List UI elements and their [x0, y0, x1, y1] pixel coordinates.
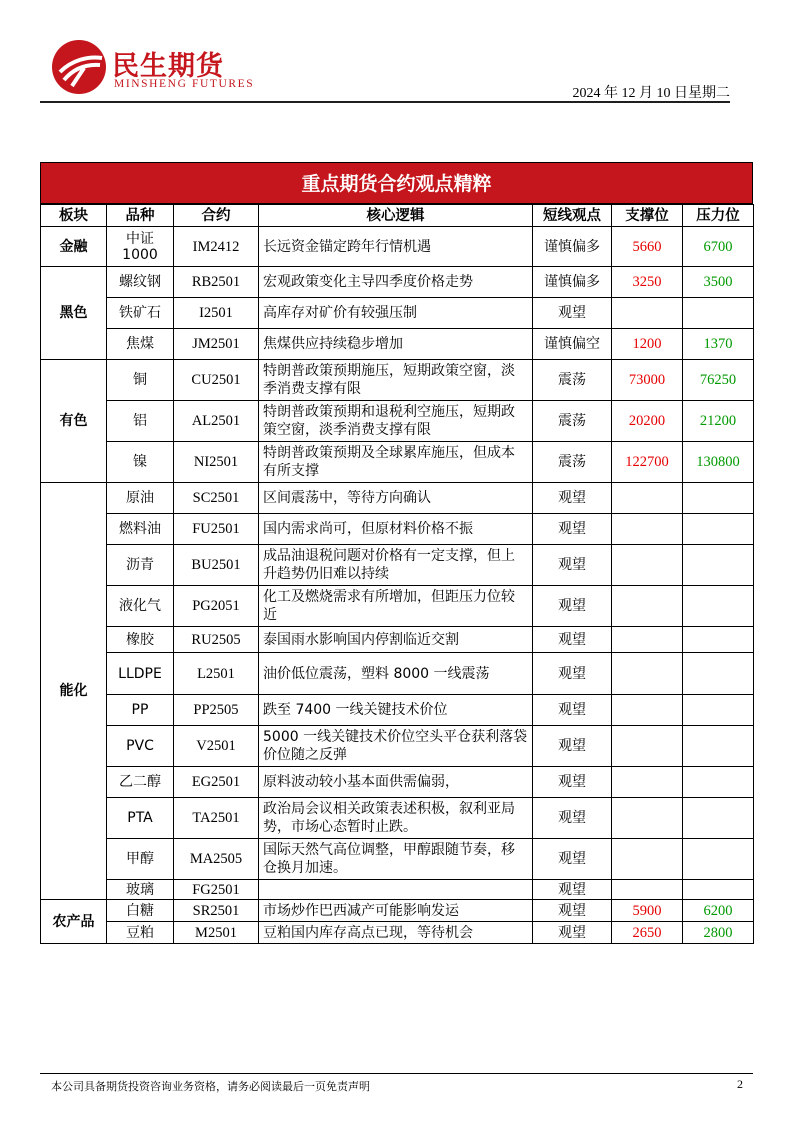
variety-cell: 甲醇 — [107, 839, 174, 880]
variety-cell: PVC — [107, 726, 174, 767]
variety-cell: 镍 — [107, 442, 174, 483]
viewpoint-table — [40, 204, 754, 944]
resistance-cell — [683, 298, 754, 329]
logic-cell: 长远资金锚定跨年行情机遇 — [259, 227, 533, 267]
resistance-cell — [683, 695, 754, 726]
view-cell: 震荡 — [533, 401, 612, 442]
page-header — [40, 36, 730, 102]
logic-cell: 化工及燃烧需求有所增加，但距压力位较近 — [259, 586, 533, 627]
view-cell: 谨慎偏空 — [533, 329, 612, 360]
support-cell — [612, 483, 683, 514]
contract-cell: RU2505 — [174, 627, 259, 653]
resistance-cell — [683, 586, 754, 627]
variety-cell: 中证 1000 — [107, 227, 174, 267]
table-row — [41, 586, 754, 627]
logic-cell: 跌至 7400 一线关键技术价位 — [259, 695, 533, 726]
contract-cell: FU2501 — [174, 514, 259, 545]
brand-name-en: MINSHENG FUTURES — [114, 78, 255, 90]
table-row — [41, 880, 754, 900]
brand-name-cn: 民生期货 — [112, 51, 224, 82]
resistance-cell: 21200 — [683, 401, 754, 442]
sector-cell: 有色 — [41, 360, 107, 483]
variety-cell: 燃料油 — [107, 514, 174, 545]
view-cell: 观望 — [533, 695, 612, 726]
variety-cell: 玻璃 — [107, 880, 174, 900]
contract-cell: PP2505 — [174, 695, 259, 726]
variety-cell: 乙二醇 — [107, 767, 174, 798]
support-cell: 73000 — [612, 360, 683, 401]
contract-cell: BU2501 — [174, 545, 259, 586]
support-cell — [612, 653, 683, 695]
table-row — [41, 514, 754, 545]
resistance-cell — [683, 839, 754, 880]
table-title: 重点期货合约观点精粹 — [40, 162, 753, 204]
support-cell: 20200 — [612, 401, 683, 442]
support-cell: 5660 — [612, 227, 683, 267]
view-cell: 观望 — [533, 586, 612, 627]
footer-divider — [40, 1073, 753, 1074]
logic-cell: 国际天然气高位调整，甲醇跟随节奏，移仓换月加速。 — [259, 839, 533, 880]
table-row — [41, 695, 754, 726]
variety-cell: 螺纹钢 — [107, 267, 174, 298]
logic-cell: 政治局会议相关政策表述积极，叙利亚局势，市场心态暂时止跌。 — [259, 798, 533, 839]
support-cell: 1200 — [612, 329, 683, 360]
logic-cell — [259, 880, 533, 900]
logic-cell: 区间震荡中，等待方向确认 — [259, 483, 533, 514]
contract-cell: SC2501 — [174, 483, 259, 514]
contract-cell: JM2501 — [174, 329, 259, 360]
table-row — [41, 627, 754, 653]
view-cell: 观望 — [533, 798, 612, 839]
table-row — [41, 767, 754, 798]
logic-cell: 特朗普政策预期及全球累库施压，但成本有所支撑 — [259, 442, 533, 483]
variety-cell: LLDPE — [107, 653, 174, 695]
page-number: 2 — [737, 1077, 743, 1091]
support-cell — [612, 880, 683, 900]
logic-cell: 泰国雨水影响国内停割临近交割 — [259, 627, 533, 653]
table-row — [41, 329, 754, 360]
table-row — [41, 900, 754, 922]
resistance-cell — [683, 798, 754, 839]
resistance-cell: 6700 — [683, 227, 754, 267]
contract-cell: PG2051 — [174, 586, 259, 627]
sector-cell: 金融 — [41, 227, 107, 267]
logic-cell: 宏观政策变化主导四季度价格走势 — [259, 267, 533, 298]
contract-cell: CU2501 — [174, 360, 259, 401]
variety-cell: 铝 — [107, 401, 174, 442]
support-cell — [612, 726, 683, 767]
contract-cell: L2501 — [174, 653, 259, 695]
view-cell: 观望 — [533, 653, 612, 695]
resistance-cell — [683, 653, 754, 695]
contract-cell: I2501 — [174, 298, 259, 329]
contract-cell: EG2501 — [174, 767, 259, 798]
resistance-cell — [683, 483, 754, 514]
resistance-cell — [683, 767, 754, 798]
view-cell: 观望 — [533, 627, 612, 653]
table-row — [41, 839, 754, 880]
resistance-cell: 3500 — [683, 267, 754, 298]
table-row — [41, 227, 754, 267]
column-header: 合约 — [174, 205, 259, 227]
variety-cell: 沥青 — [107, 545, 174, 586]
view-cell: 观望 — [533, 839, 612, 880]
sector-cell: 黑色 — [41, 267, 107, 360]
logic-cell: 成品油退税问题对价格有一定支撑，但上升趋势仍旧难以持续 — [259, 545, 533, 586]
logic-cell: 5000 一线关键技术价位空头平仓获利落袋价位随之反弹 — [259, 726, 533, 767]
resistance-cell: 76250 — [683, 360, 754, 401]
support-cell — [612, 839, 683, 880]
table-row — [41, 267, 754, 298]
contract-cell: NI2501 — [174, 442, 259, 483]
logic-cell: 特朗普政策预期施压，短期政策空窗，淡季消费支撑有限 — [259, 360, 533, 401]
variety-cell: 铁矿石 — [107, 298, 174, 329]
viewpoint-table-container — [40, 162, 753, 944]
view-cell: 观望 — [533, 726, 612, 767]
view-cell: 观望 — [533, 880, 612, 900]
contract-cell: M2501 — [174, 922, 259, 944]
table-row — [41, 298, 754, 329]
resistance-cell — [683, 627, 754, 653]
variety-cell: PP — [107, 695, 174, 726]
logic-cell: 原料波动较小基本面供需偏弱， — [259, 767, 533, 798]
contract-cell: MA2505 — [174, 839, 259, 880]
column-header: 短线观点 — [533, 205, 612, 227]
logic-cell: 国内需求尚可，但原材料价格不振 — [259, 514, 533, 545]
table-row — [41, 442, 754, 483]
view-cell: 观望 — [533, 483, 612, 514]
view-cell: 震荡 — [533, 442, 612, 483]
contract-cell: IM2412 — [174, 227, 259, 267]
table-row — [41, 798, 754, 839]
table-row — [41, 545, 754, 586]
column-header: 支撑位 — [612, 205, 683, 227]
column-header: 板块 — [41, 205, 107, 227]
column-header: 核心逻辑 — [259, 205, 533, 227]
variety-cell: 橡胶 — [107, 627, 174, 653]
view-cell: 观望 — [533, 545, 612, 586]
view-cell: 观望 — [533, 922, 612, 944]
table-row — [41, 360, 754, 401]
support-cell — [612, 767, 683, 798]
logic-cell: 油价低位震荡，塑料 8000 一线震荡 — [259, 653, 533, 695]
minsheng-logo-icon — [50, 38, 108, 96]
variety-cell: 焦煤 — [107, 329, 174, 360]
support-cell — [612, 798, 683, 839]
variety-cell: 液化气 — [107, 586, 174, 627]
support-cell — [612, 298, 683, 329]
table-row — [41, 401, 754, 442]
contract-cell: SR2501 — [174, 900, 259, 922]
column-header: 压力位 — [683, 205, 754, 227]
variety-cell: PTA — [107, 798, 174, 839]
support-cell: 2650 — [612, 922, 683, 944]
support-cell — [612, 627, 683, 653]
view-cell: 震荡 — [533, 360, 612, 401]
resistance-cell: 6200 — [683, 900, 754, 922]
contract-cell: V2501 — [174, 726, 259, 767]
table-row — [41, 483, 754, 514]
variety-cell: 豆粕 — [107, 922, 174, 944]
contract-cell: AL2501 — [174, 401, 259, 442]
resistance-cell: 2800 — [683, 922, 754, 944]
header-divider — [40, 101, 730, 103]
variety-cell: 原油 — [107, 483, 174, 514]
sector-cell: 能化 — [41, 483, 107, 900]
resistance-cell — [683, 726, 754, 767]
resistance-cell: 1370 — [683, 329, 754, 360]
resistance-cell — [683, 514, 754, 545]
logic-cell: 高库存对矿价有较强压制 — [259, 298, 533, 329]
sector-cell: 农产品 — [41, 900, 107, 944]
footer-disclaimer: 本公司具备期货投资咨询业务资格，请务必阅读最后一页免责声明 — [51, 1080, 370, 1093]
resistance-cell — [683, 545, 754, 586]
contract-cell: FG2501 — [174, 880, 259, 900]
variety-cell: 白糖 — [107, 900, 174, 922]
resistance-cell: 130800 — [683, 442, 754, 483]
logic-cell: 焦煤供应持续稳步增加 — [259, 329, 533, 360]
support-cell — [612, 695, 683, 726]
resistance-cell — [683, 880, 754, 900]
view-cell: 观望 — [533, 298, 612, 329]
support-cell — [612, 514, 683, 545]
view-cell: 观望 — [533, 514, 612, 545]
column-header: 品种 — [107, 205, 174, 227]
table-row — [41, 726, 754, 767]
support-cell — [612, 586, 683, 627]
table-header-row — [41, 205, 754, 227]
support-cell — [612, 545, 683, 586]
variety-cell: 铜 — [107, 360, 174, 401]
view-cell: 观望 — [533, 900, 612, 922]
logic-cell: 市场炒作巴西减产可能影响发运 — [259, 900, 533, 922]
contract-cell: RB2501 — [174, 267, 259, 298]
logic-cell: 特朗普政策预期和退税利空施压，短期政策空窗，淡季消费支撑有限 — [259, 401, 533, 442]
report-date: 2024 年 12 月 10 日星期二 — [572, 86, 730, 101]
logic-cell: 豆粕国内库存高点已现，等待机会 — [259, 922, 533, 944]
support-cell: 5900 — [612, 900, 683, 922]
support-cell: 3250 — [612, 267, 683, 298]
support-cell: 122700 — [612, 442, 683, 483]
table-row — [41, 922, 754, 944]
view-cell: 谨慎偏多 — [533, 227, 612, 267]
view-cell: 谨慎偏多 — [533, 267, 612, 298]
table-row — [41, 653, 754, 695]
contract-cell: TA2501 — [174, 798, 259, 839]
view-cell: 观望 — [533, 767, 612, 798]
